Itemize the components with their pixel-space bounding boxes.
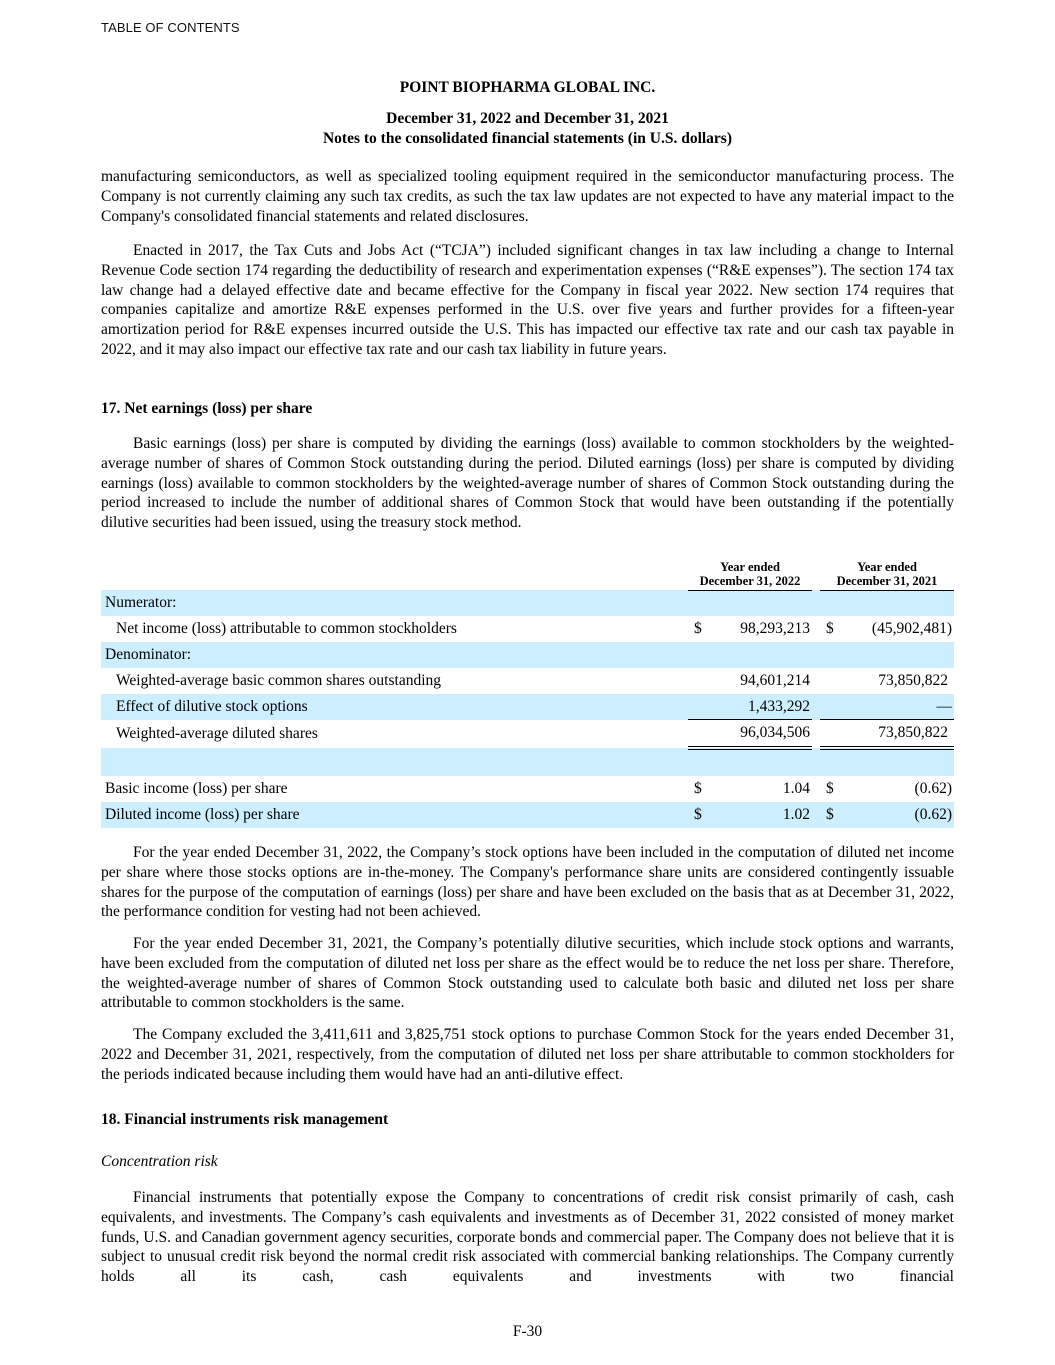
value-2021: 73,850,822: [845, 720, 954, 748]
section-18-heading: 18. Financial instruments risk management: [101, 1111, 389, 1128]
table-header-row: [101, 556, 954, 590]
paragraph-text: Financial instruments that potentially expose the Company to concentrations of credit risk consist primarily of cash, cash equivalents, and investments. The Company’s cash equivalents and investments as of December 31, 2022 consisted of money market funds, U.S. and Canadian government agency securities, corporate bonds and commercial paper. The Company does not believe that it is subject to unusual credit risk beyond the normal credit risk associated with commercial banking relationships. The Company currently holds all its cash, cash equivalents and investments with two financial: [101, 1189, 954, 1286]
section-17-heading: 17. Net earnings (loss) per share: [101, 400, 313, 417]
row-label: Diluted income (loss) per share: [101, 802, 688, 828]
value-2022: 98,293,213: [740, 620, 810, 638]
statement-subtitle: Notes to the consolidated financial statements (in U.S. dollars): [322, 130, 733, 147]
paragraph-text: manufacturing semiconductors, as well as specialized tooling equipment required in the semiconductor manufacturing process. The Company is not currently claiming any such tax credits, as such the tax law updates are not expected to have any material impact to the Company's consolidated financial statements and related disclosures.: [101, 168, 954, 225]
row-label: Numerator:: [101, 590, 688, 616]
paragraph-text: For the year ended December 31, 2022, the Company’s stock options have been included in the computation of diluted net income per share where those stocks options are in-the-money. The Company's performance share units are considered contingently issuable shares for the purpose of the computation of earnings (loss) per share and have been excluded on the basis that as at December 31, 2022, the performance condition for vesting had not been achieved.: [101, 844, 954, 921]
paragraph-tcja: [101, 241, 954, 360]
currency-symbol: $: [826, 779, 834, 797]
statement-dates: December 31, 2022 and December 31, 2021: [386, 110, 669, 127]
currency-symbol: $: [694, 620, 702, 638]
row-label: Weighted-average basic common shares outstanding: [116, 671, 442, 689]
paragraph-text: Enacted in 2017, the Tax Cuts and Jobs Act (“TCJA”) included significant changes in tax law including a change to Internal Revenue Code section 174 regarding the deductibility of research and experimentation expenses (“R&E expenses”). The section 174 tax law change had a delayed effective date and became effective for the Company in fiscal year 2022. New section 174 requires that companies capitalize and amortize R&E expenses performed in the U.S. over five years and further provides for a fifteen-year amortization period for R&E expenses incurred outside the U.S. This has impacted our effective tax rate and our cash tax payable in 2022, and it may also impact our effective tax rate and our cash tax liability in future years.: [101, 242, 954, 358]
value-2022: 1.02: [713, 802, 812, 828]
value-2021: 73,850,822: [878, 671, 948, 689]
concentration-risk-subheading: Concentration risk: [101, 1153, 218, 1170]
table-spacer-row: [101, 748, 954, 776]
column-header-2021: Year ended December 31, 2021: [820, 556, 954, 590]
paragraph-concentration-risk: [101, 1188, 954, 1287]
page-number: F-30: [512, 1323, 543, 1340]
table-row: [101, 616, 954, 642]
section-17-intro: [101, 434, 954, 533]
value-2022: 96,034,506: [713, 720, 812, 748]
paragraph-tax-credits: [101, 167, 954, 226]
table-row: [101, 776, 954, 802]
paragraph-excluded-options: [101, 1025, 954, 1084]
value-2022: 94,601,214: [740, 671, 810, 689]
paragraph-text: For the year ended December 31, 2021, the Company’s potentially dilutive securities, which include stock options and warrants, have been excluded from the computation of diluted net loss per share as the effect would be to reduce the net loss per share. Therefore, the weighted-average number of shares of Common Stock outstanding used to calculate both basic and diluted net loss per share attributable to common stockholders is the same.: [101, 935, 954, 1012]
table-of-contents-link[interactable]: TABLE OF CONTENTS: [101, 20, 240, 35]
table-row: [101, 802, 954, 828]
currency-symbol: $: [688, 802, 713, 828]
eps-table: [101, 556, 954, 828]
value-2021: —: [845, 694, 954, 720]
paragraph-text: Basic earnings (loss) per share is computed by dividing the earnings (loss) available to common stockholders by the weighted-average number of shares of Common Stock outstanding during the period. Diluted earnings (loss) per share is computed by dividing earnings (loss) available to common stockholders by the weighted-average number of shares of Common Stock outstanding during the period increased to include the number of additional shares of Common Stock that would have been outstanding if the potentially dilutive securities had been issued, using the treasury stock method.: [101, 435, 954, 532]
row-label: Basic income (loss) per share: [105, 779, 288, 797]
table-row: [101, 720, 954, 748]
value-2021: (0.62): [914, 779, 952, 797]
paragraph-2021-dilutive: [101, 934, 954, 1013]
currency-symbol: $: [826, 620, 834, 638]
paragraph-2022-options: [101, 843, 954, 922]
table-row: [101, 694, 954, 720]
value-2022: 1.04: [782, 779, 810, 797]
company-name: POINT BIOPHARMA GLOBAL INC.: [399, 79, 656, 96]
row-label: Net income (loss) attributable to common stockholders: [116, 620, 457, 638]
row-label: Effect of dilutive stock options: [101, 694, 688, 720]
table-row: [101, 642, 954, 668]
value-2021: (45,902,481): [871, 620, 952, 638]
paragraph-text: The Company excluded the 3,411,611 and 3,825,751 stock options to purchase Common Stock for the years ended December 31, 2022 and December 31, 2021, respectively, from the computation of diluted net loss per share attributable to common stockholders for the periods indicated because including them would have had an anti-dilutive effect.: [101, 1026, 954, 1083]
value-2022: 1,433,292: [713, 694, 812, 720]
table-row: [101, 668, 954, 694]
table-row: [101, 590, 954, 616]
row-label: Denominator:: [101, 642, 688, 668]
value-2021: (0.62): [845, 802, 954, 828]
column-header-2022: Year ended December 31, 2022: [688, 556, 812, 590]
currency-symbol: $: [694, 779, 702, 797]
row-label: Weighted-average diluted shares: [116, 725, 318, 743]
currency-symbol: $: [820, 802, 845, 828]
